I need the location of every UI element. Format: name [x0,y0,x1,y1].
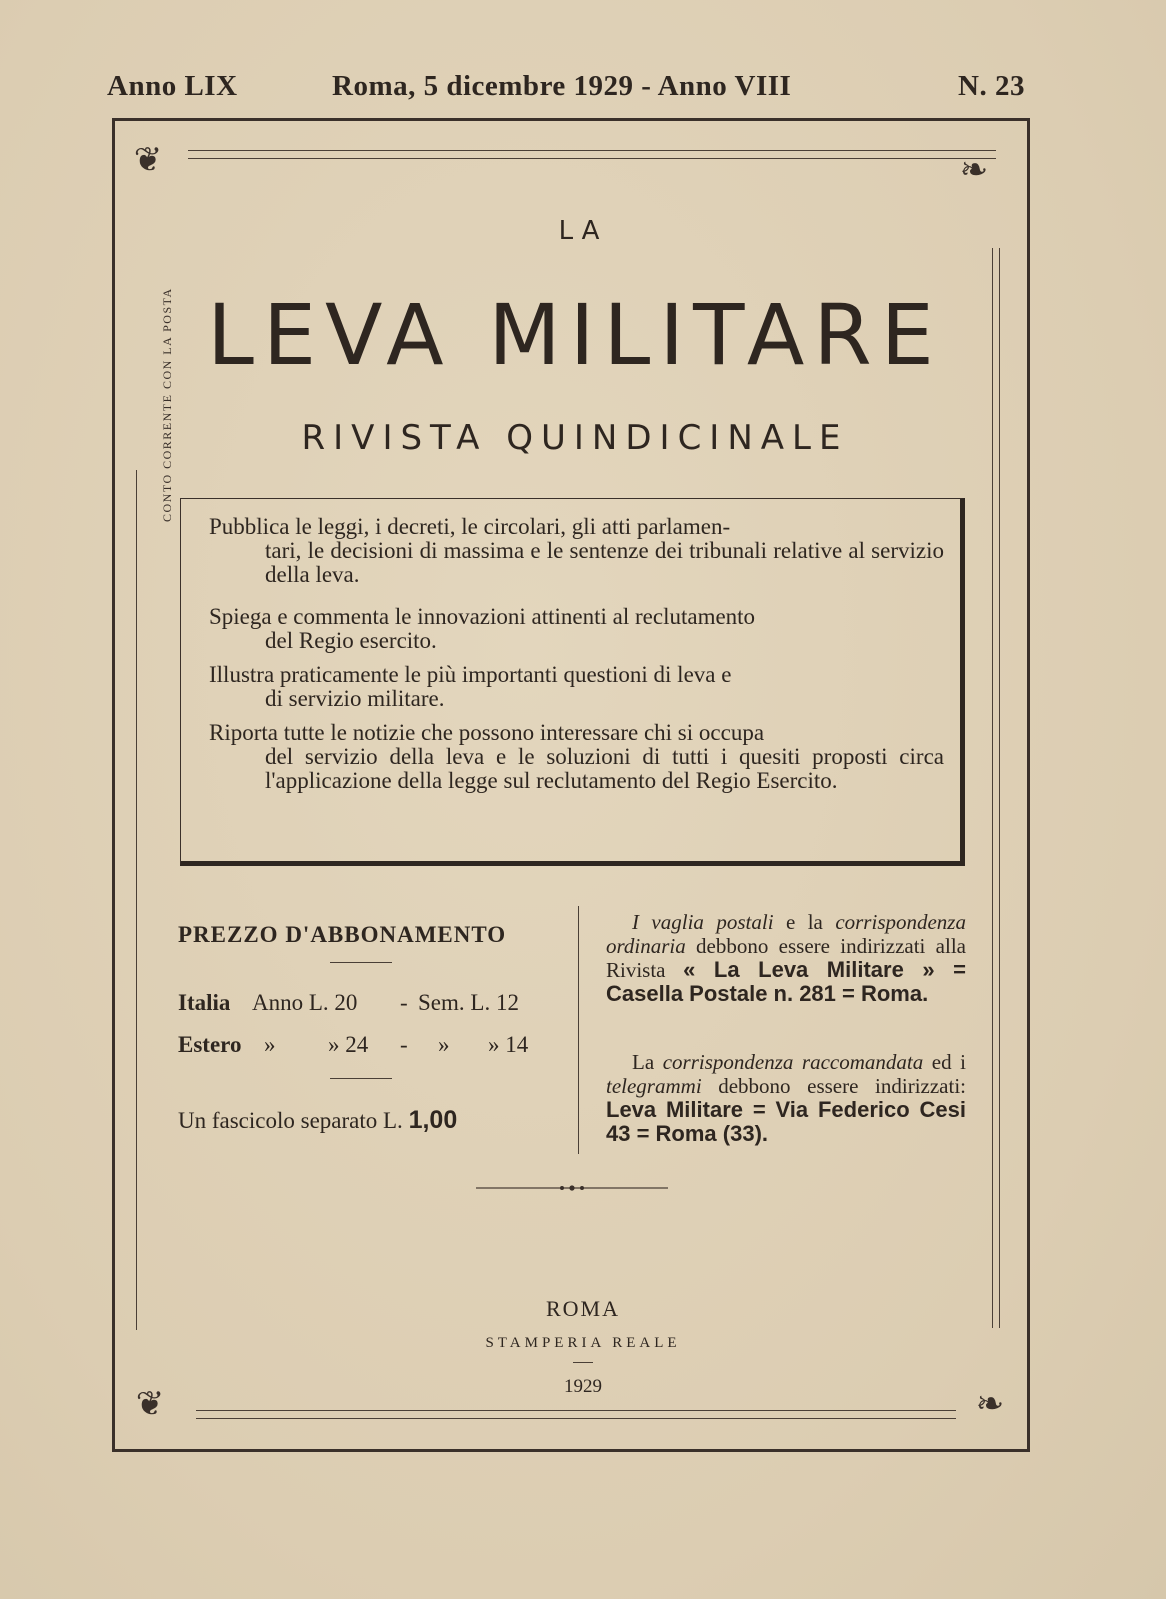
description-line-rest: tari, le decisioni di massima e le sentenze dei tribunali relative al servizio della leva. [265,538,944,587]
publication-year: 1929 [564,1376,602,1397]
title-article: LA [558,216,608,246]
top-rule-1 [188,150,996,151]
description-line-first: Spiega e commenta le innovazioni attinenti al reclutamento [209,604,756,629]
telegrams-text: telegrammi [606,1074,702,1098]
corner-ornament-top-right: ❧ [959,150,989,190]
subscription-rule-bottom [330,1078,392,1079]
price-annual: Anno L. 20 [252,990,358,1015]
printer-name: STAMPERIA REALE [485,1335,681,1351]
right-rule-1 [992,248,993,1328]
corner-ornament-top-left: ❦ [133,140,163,180]
price-semester: Sem. L. 12 [418,990,519,1015]
right-rule-2 [999,248,1000,1328]
connector-text: e la [773,910,836,934]
divider-ornament [476,1183,668,1193]
corner-ornament-bottom-left: ❦ [135,1384,165,1424]
description-line-rest: di servizio militare. [265,686,445,711]
subscription-heading: PREZZO D'ABBONAMENTO [178,922,507,947]
correspondence-registered [606,1050,966,1146]
registered-mail-text: corrispondenza raccomandata [662,1050,924,1074]
ordinary-mail-text: corrispondenza ordinaria [606,910,966,958]
correspondence-ordinary [606,910,966,1006]
connector-text: La [632,1050,663,1074]
price-label: Estero [178,1032,242,1057]
price-semester: » 14 [488,1032,529,1057]
description-line-rest: del servizio della leva e le soluzioni di tutti i quesiti proposti circa l'applicazione della legge sul reclutamento del Regio Esercito. [265,744,944,793]
description-paragraph [209,605,944,653]
price-annual: » 24 [328,1032,369,1057]
description-paragraph [209,721,944,793]
postal-orders-text: I vaglia postali [632,910,774,934]
issue-number: N. 23 [958,70,1025,102]
price-ditto: » [264,1032,276,1057]
description-paragraph [209,663,944,711]
price-label: Italia [178,990,231,1015]
street-address: Leva Militare = Via Federico Cesi 43 = Roma (33). [606,1097,966,1146]
connector-text: ed i [923,1050,966,1074]
instruction-text: debbono essere indirizzati: [701,1074,966,1098]
price-separator: - [400,990,408,1015]
column-divider [578,906,579,1154]
top-rule-2 [188,158,996,159]
postal-box-address: « La Leva Militare » = Casella Postale n. 281 = Roma. [606,957,966,1006]
description-line-rest: del Regio esercito. [265,628,437,653]
issue-date: Roma, 5 dicembre 1929 - Anno VIII [332,70,792,102]
price-ditto: » [438,1032,450,1057]
left-rule [136,470,137,1330]
footer-rule [573,1362,593,1363]
postal-account-note: CONTO CORRENTE CON LA POSTA [160,287,174,522]
volume-number: Anno LIX [107,70,238,102]
subscription-rule-top [330,962,392,963]
corner-ornament-bottom-right: ❧ [975,1384,1005,1424]
masthead-subtitle: RIVISTA QUINDICINALE [301,418,849,458]
publication-city: ROMA [545,1296,620,1321]
single-issue-label: Un fascicolo separato L. [178,1108,403,1133]
description-box [180,498,965,866]
description-line-first: Pubblica le leggi, i decreti, le circolari, gli atti parlamen- [209,514,731,539]
single-issue-amount: 1,00 [408,1106,458,1134]
description-paragraph [209,515,944,587]
instruction-text: debbono essere indirizzati alla Rivista [606,934,966,982]
bottom-rule-2 [196,1418,956,1419]
masthead-title: LEVA MILITARE [207,286,943,384]
bottom-rule-1 [196,1410,956,1411]
price-separator: - [400,1032,408,1057]
single-issue-price [178,1106,457,1135]
description-line-first: Riporta tutte le notizie che possono interessare chi si occupa [209,720,765,745]
description-line-first: Illustra praticamente le più importanti questioni di leva e [209,662,732,687]
